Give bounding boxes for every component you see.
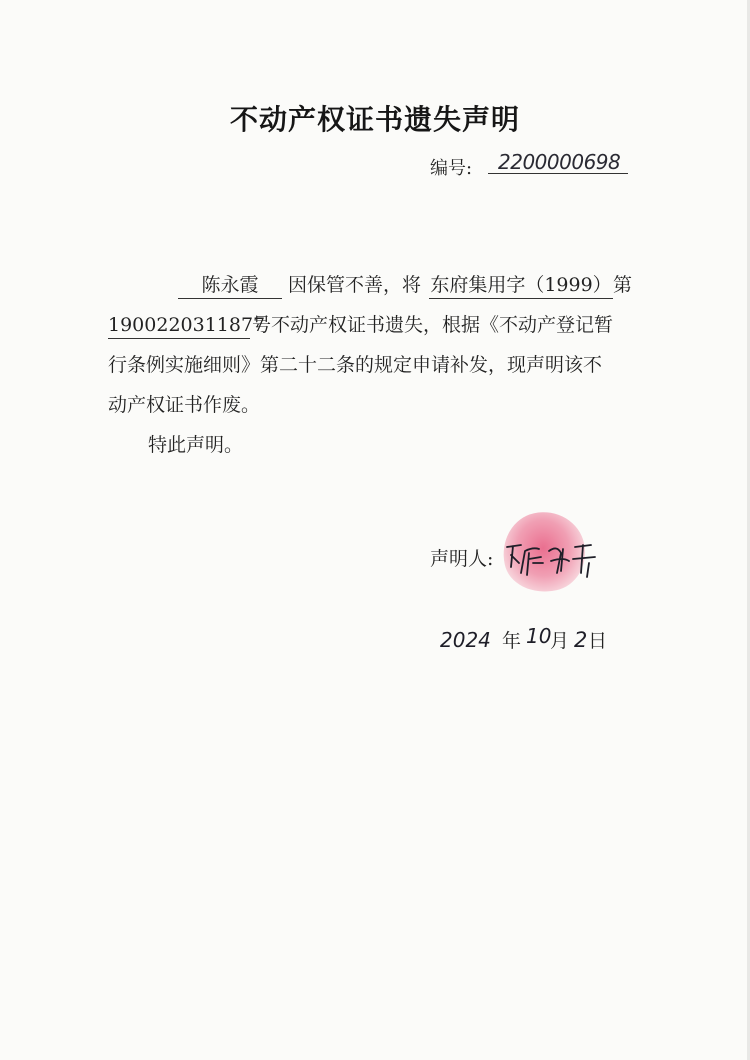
number-value: 2200000698	[488, 150, 628, 174]
number-label: 编号:	[430, 158, 473, 179]
date-month-unit: 月	[550, 630, 570, 652]
signature-date	[440, 622, 610, 658]
certificate-number: 1900220311877	[108, 312, 250, 339]
declarant-name: 陈永霞	[178, 272, 282, 299]
closing-text: 特此声明。	[148, 434, 244, 456]
date-day-unit: 日	[588, 630, 608, 652]
handwritten-signature	[503, 533, 603, 583]
text-part-3: 号不动产权证书遗失，根据《不动产登记暂	[252, 314, 614, 336]
date-month: 10	[526, 624, 552, 648]
statement-line-3: 行条例实施细则》第二十二条的规定申请补发，现声明该不	[108, 354, 603, 376]
date-year-unit: 年	[502, 630, 522, 652]
statement-line-4: 动产权证书作废。	[108, 394, 261, 416]
signature-label: 声明人:	[430, 548, 494, 570]
statement-line-2	[108, 310, 613, 340]
date-day: 2	[574, 628, 588, 652]
statement-line-1	[108, 270, 632, 300]
text-part-2: 第	[613, 274, 633, 296]
document-title: 不动产权证书遗失声明	[229, 103, 520, 136]
date-year: 2024	[440, 628, 491, 652]
certificate-type: 东府集用字（1999）	[429, 272, 613, 299]
text-part-1: 因保管不善，将	[288, 274, 422, 296]
